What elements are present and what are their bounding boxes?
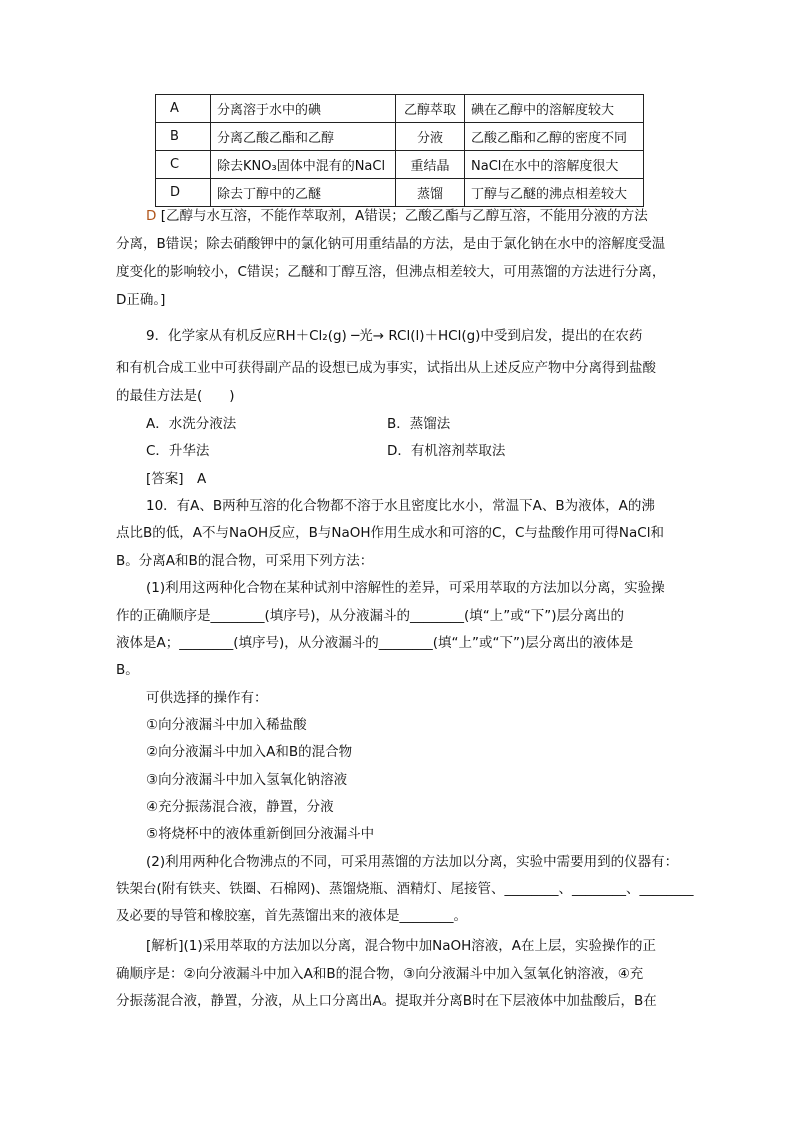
q10-part1-line: B。: [116, 662, 139, 678]
q10-stem-line: 10．有A、B两种互溶的化合物都不溶于水且密度比水小，常温下A、B为液体，A的沸: [146, 498, 655, 514]
table-cell: NaCl在水中的溶解度很大: [465, 151, 644, 179]
table-cell: 蒸馏: [396, 179, 465, 207]
q9-stem-line: 9．化学家从有机反应RH＋Cl₂(g) ─光→ RCl(l)＋HCl(g)中受到启发，提出的在农药: [146, 328, 643, 344]
q10-operation-item: ①向分液漏斗中加入稀盐酸: [146, 717, 307, 733]
q8-explanation-line: 分离，B错误；除去硝酸钾中的氯化钠可用重结晶的方法，是由于氯化钠在水中的溶解度受温: [116, 236, 666, 252]
q8-explanation-text: [乙醇与水互溶，不能作萃取剂，A错误；乙酸乙酯与乙醇互溶，不能用分液的方法: [160, 208, 648, 224]
q9-stem-line: 的最佳方法是( ): [116, 388, 235, 404]
q10-explanation-line: 分振荡混合液，静置，分液，从上口分离出A。提取并分离B时在下层液体中加盐酸后，B在: [116, 993, 657, 1009]
table-cell: A: [156, 95, 211, 123]
q10-explanation-line: [解析](1)采用萃取的方法加以分离，混合物中加NaOH溶液，A在上层，实验操作的正: [146, 938, 657, 954]
q9-option-d: D．有机溶剂萃取法: [387, 443, 506, 459]
q9-option-a: A．水洗分液法: [146, 416, 237, 432]
q10-operation-item: ③向分液漏斗中加入氢氧化钠溶液: [146, 772, 348, 788]
table-cell: 重结晶: [396, 151, 465, 179]
table-cell: 分离溶于水中的碘: [211, 95, 396, 123]
table-cell: D: [156, 179, 211, 207]
q10-explanation-line: 确顺序是：②向分液漏斗中加入A和B的混合物，③向分液漏斗中加入氢氧化钠溶液，④充: [116, 966, 644, 982]
table-cell: 除去KNO₃固体中混有的NaCl: [211, 151, 396, 179]
table-row: [156, 95, 644, 123]
q10-part1-line: 作的正确顺序是________(填序号)，从分液漏斗的________(填“上”或“下”)层分离出的: [116, 608, 625, 624]
q9-stem-line: 和有机合成工业中可获得副产品的设想已成为事实，试指出从上述反应产物中分离得到盐酸: [116, 360, 656, 376]
q9-option-c: C．升华法: [146, 443, 210, 459]
q9-option-b: B．蒸馏法: [387, 416, 451, 432]
table-row: [156, 151, 644, 179]
q10-operation-item: ⑤将烧杯中的液体重新倒回分液漏斗中: [146, 826, 375, 842]
table-cell: 除去丁醇中的乙醚: [211, 179, 396, 207]
table-cell: 丁醇与乙醚的沸点相差较大: [465, 179, 644, 207]
table-cell: 分离乙酸乙酯和乙醇: [211, 123, 396, 151]
q8-explanation-line: [146, 206, 648, 226]
table-cell: 乙醇萃取: [396, 95, 465, 123]
q10-part2-line: 及必要的导管和橡胶塞，首先蒸馏出来的液体是________。: [116, 908, 467, 924]
q10-operations-title: 可供选择的操作有：: [146, 690, 268, 706]
q8-explanation-line: D正确。]: [116, 292, 166, 308]
table-cell: 分液: [396, 123, 465, 151]
q10-stem-line: 点比B的低，A不与NaOH反应，B与NaOH作用生成水和可溶的C，C与盐酸作用可得NaCl和: [116, 525, 664, 541]
options-table: [155, 94, 644, 207]
table-row: [156, 179, 644, 207]
q10-operation-item: ②向分液漏斗中加入A和B的混合物: [146, 744, 353, 760]
q8-answer: D: [146, 208, 157, 224]
q8-explanation-line: 度变化的影响较小，C错误；乙醚和丁醇互溶，但沸点相差较大，可用蒸馏的方法进行分离，: [116, 264, 666, 280]
q10-operation-item: ④充分振荡混合液，静置，分液: [146, 799, 334, 815]
q10-part1-line: (1)利用这两种化合物在某种试剂中溶解性的差异，可采用萃取的方法加以分离，实验操: [146, 580, 665, 596]
table-cell: B: [156, 123, 211, 151]
table-cell: 碘在乙醇中的溶解度较大: [465, 95, 644, 123]
q9-answer: [答案] A: [146, 471, 207, 487]
table-cell: C: [156, 151, 211, 179]
table-row: [156, 123, 644, 151]
table-cell: 乙酸乙酯和乙醇的密度不同: [465, 123, 644, 151]
q10-part2-line: (2)利用两种化合物沸点的不同，可采用蒸馏的方法加以分离，实验中需要用到的仪器有：: [146, 854, 679, 870]
q10-part1-line: 液体是A；________(填序号)，从分液漏斗的________(填“上”或“下”)层分离出的液体是: [116, 635, 634, 651]
q10-part2-line: 铁架台(附有铁夹、铁圈、石棉网)、蒸馏烧瓶、酒精灯、尾接管、________、________、________: [116, 881, 694, 897]
q10-stem-line: B。分离A和B的混合物，可采用下列方法：: [116, 553, 374, 569]
